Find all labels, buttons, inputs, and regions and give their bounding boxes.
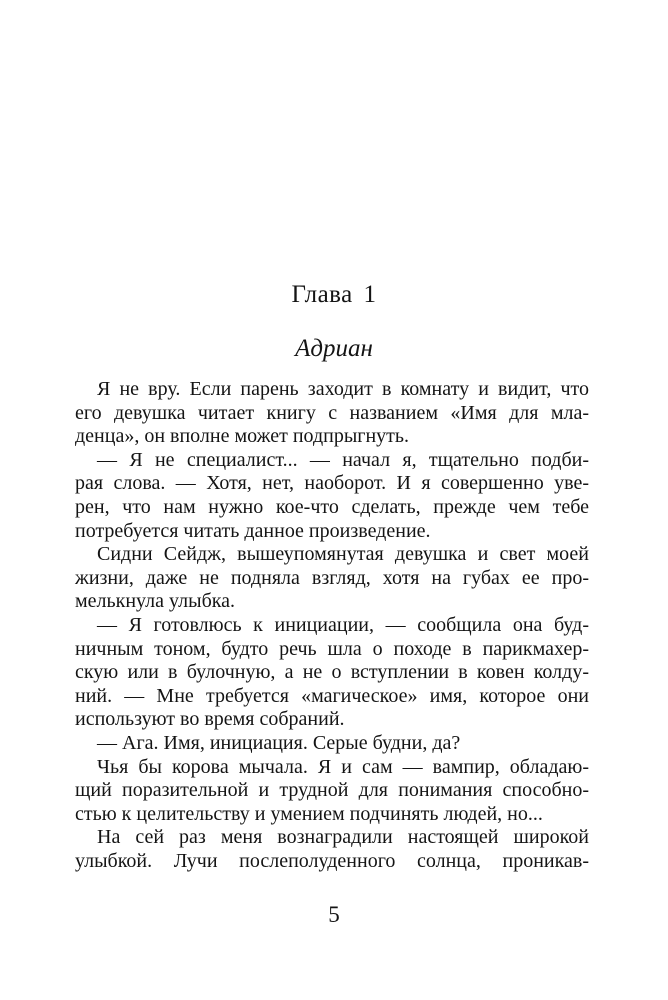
page-number: 5 <box>328 902 340 927</box>
text-line: Чья бы корова мычала. Я и сам — вампир, обладаю- <box>97 755 589 778</box>
body-text <box>75 378 589 873</box>
text-line: денца», он вполне может подпрыгнуть. <box>75 425 410 448</box>
text-line: улыбкой. Лучи послеполуденного солнца, проникав- <box>75 849 589 872</box>
text-line: рая слова. — Хотя, нет, наоборот. И я совершенно уве- <box>75 472 589 495</box>
text-line: — Я готовлюсь к инициации, — сообщила она буд- <box>97 613 589 636</box>
text-line: жизни, даже не подняла взгляд, хотя на губах ее про- <box>75 566 589 589</box>
text-line: стью к целительству и умением подчинять людей, но... <box>75 802 543 825</box>
chapter-title: Глава 1 <box>291 281 377 308</box>
text-line: используют во время собраний. <box>75 708 345 731</box>
text-line: рен, что нам нужно кое-что сделать, прежде чем тебе <box>75 495 589 518</box>
text-line: Сидни Сейдж, вышеупомянутая девушка и свет моей <box>97 543 589 566</box>
text-line: ничным тоном, будто речь шла о походе в парикмахер- <box>75 637 589 660</box>
text-line: скую или в булочную, а не о вступлении в ковен колду- <box>75 661 589 684</box>
text-line: На сей раз меня вознаградили настоящей широкой <box>97 826 589 849</box>
chapter-subtitle: Адриан <box>295 335 373 362</box>
text-line: щий поразительной и трудной для понимания способно- <box>75 779 589 802</box>
text-line: — Я не специалист... — начал я, тщательно подби- <box>97 448 589 471</box>
text-line: его девушка читает книгу с названием «Имя для мла- <box>75 401 589 424</box>
text-line: потребуется читать данное произведение. <box>75 519 431 542</box>
text-line: мелькнула улыбка. <box>75 590 236 613</box>
text-line: — Ага. Имя, инициация. Серые будни, да? <box>97 731 461 754</box>
text-line: Я не вру. Если парень заходит в комнату и видит, что <box>97 378 589 400</box>
text-line: ний. — Мне требуется «магическое» имя, которое они <box>75 684 589 707</box>
